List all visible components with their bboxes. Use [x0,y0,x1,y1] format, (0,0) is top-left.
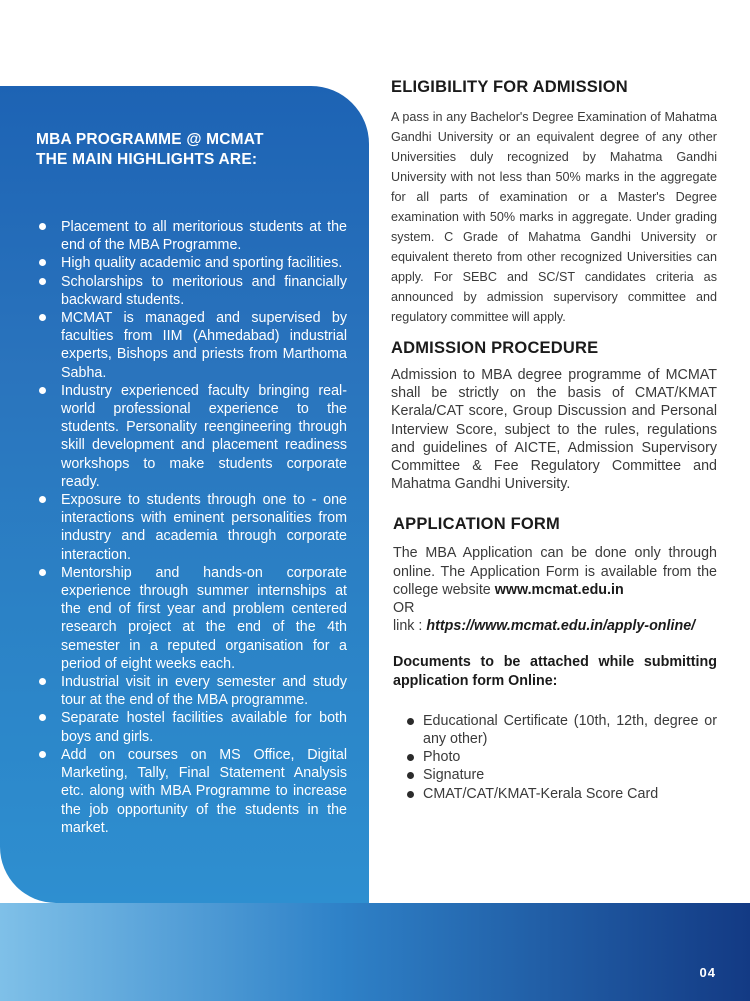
highlight-item [36,254,347,272]
application-form-text [393,544,717,635]
highlights-title-line1: MBA PROGRAMME @ MCMAT [36,131,264,148]
highlight-item [36,746,347,837]
highlights-list [36,218,347,837]
bullet-icon [39,259,46,266]
highlight-text: Placement to all meritorious students at the end of the MBA Programme. [61,219,347,254]
highlight-text: MCMAT is managed and supervised by faculties from IIM (Ahmedabad) industrial experts, Bishops and priests from Marthoma Sabha. [61,310,347,381]
admission-procedure-text: Admission to MBA degree programme of MCMAT shall be strictly on the basis of CMAT/KMAT Kerala/CAT score, Group Discussion and Personal Interview Score, subject to the rules, regulations and guidelines of AICTE, Admission Supervisory Committee & Fee Regulatory Committee and Mahatma Gandhi University. [391,367,717,493]
bullet-icon [39,387,46,394]
eligibility-title: ELIGIBILITY FOR ADMISSION [391,78,628,96]
highlight-item [36,709,347,745]
highlight-text: Industrial visit in every semester and study tour at the end of the MBA programme. [61,674,347,709]
highlight-item [36,382,347,491]
highlight-item [36,673,347,709]
document-text: CMAT/CAT/KMAT-Kerala Score Card [423,785,659,802]
document-item [405,766,717,784]
application-form-title: APPLICATION FORM [393,515,560,534]
bullet-icon [39,278,46,285]
highlight-text: Industry experienced faculty bringing real-world professional experience to the students. Personality reengineering through skill development and placement readiness workshops to make students corporate ready. [61,382,347,490]
bullet-icon [39,223,46,230]
highlight-text: Scholarships to meritorious and financially backward students. [61,273,347,308]
page-number: 04 [699,965,716,980]
highlight-item [36,218,347,254]
document-text: Educational Certificate (10th, 12th, degree or any other) [423,712,717,748]
college-website-link[interactable]: www.mcmat.edu.in [494,581,624,598]
document-text: Signature [423,767,485,784]
bullet-icon [407,754,414,761]
highlights-panel [0,86,369,903]
highlight-item [36,309,347,382]
bullet-icon [39,678,46,685]
admission-procedure-title: ADMISSION PROCEDURE [391,339,599,357]
or-separator: OR [393,600,415,617]
highlight-text: Add on courses on MS Office, Digital Marketing, Tally, Final Statement Analysis etc. along with MBA Programme to increase the job opportunity of the students in the market. [61,746,347,836]
document-item [405,748,717,766]
highlight-item [36,273,347,309]
highlight-text: Separate hostel facilities available for both boys and girls. [61,710,347,745]
highlight-text: Exposure to students through one to - one interactions with eminent personalities from industry and academia through corporate interaction. [61,492,347,563]
document-item [405,712,717,748]
bullet-icon [407,772,414,779]
bullet-icon [39,569,46,576]
highlight-text: High quality academic and sporting facilities. [61,255,343,272]
highlight-text: Mentorship and hands-on corporate experience through summer internships at the end of first year and problem centered research project at the end of the 4th semester in a reputed organisation for a period of eight weeks each. [61,564,347,672]
eligibility-text: A pass in any Bachelor's Degree Examination of Mahatma Gandhi University or an equivalent degree of any other Universities duly recognized by Mahatma Gandhi University with not less than 50% marks in the aggregate for all parts of examination or a Master's Degree examination with 50% marks in aggregate. Under grading system. C Grade of Mahatma Gandhi University or equivalent thereto from other recognized Universities can apply. For SEBC and SC/ST candidates criteria as announced by admission supervisory committee and regulatory committee will apply. [391,110,717,324]
bottom-gradient-band [0,903,750,1001]
document-text: Photo [423,749,461,766]
documents-list [405,712,717,803]
highlight-item [36,564,347,673]
bullet-icon [39,714,46,721]
highlight-item [36,491,347,564]
bullet-icon [39,314,46,321]
bullet-icon [407,718,414,725]
bullet-icon [407,791,414,798]
highlights-title-line2: THE MAIN HIGHLIGHTS ARE: [36,151,258,168]
bullet-icon [39,751,46,758]
admission-info-column [391,78,717,803]
documents-heading: Documents to be attached while submitting application form Online: [393,654,717,689]
apply-online-link[interactable]: https://www.mcmat.edu.in/apply-online/ [426,618,696,635]
link-label: link : [393,618,423,635]
highlights-title [36,130,347,170]
document-item [405,785,717,803]
application-description: The MBA Application can be done only through online. The Application Form is available from the college website [393,545,717,598]
bullet-icon [39,496,46,503]
